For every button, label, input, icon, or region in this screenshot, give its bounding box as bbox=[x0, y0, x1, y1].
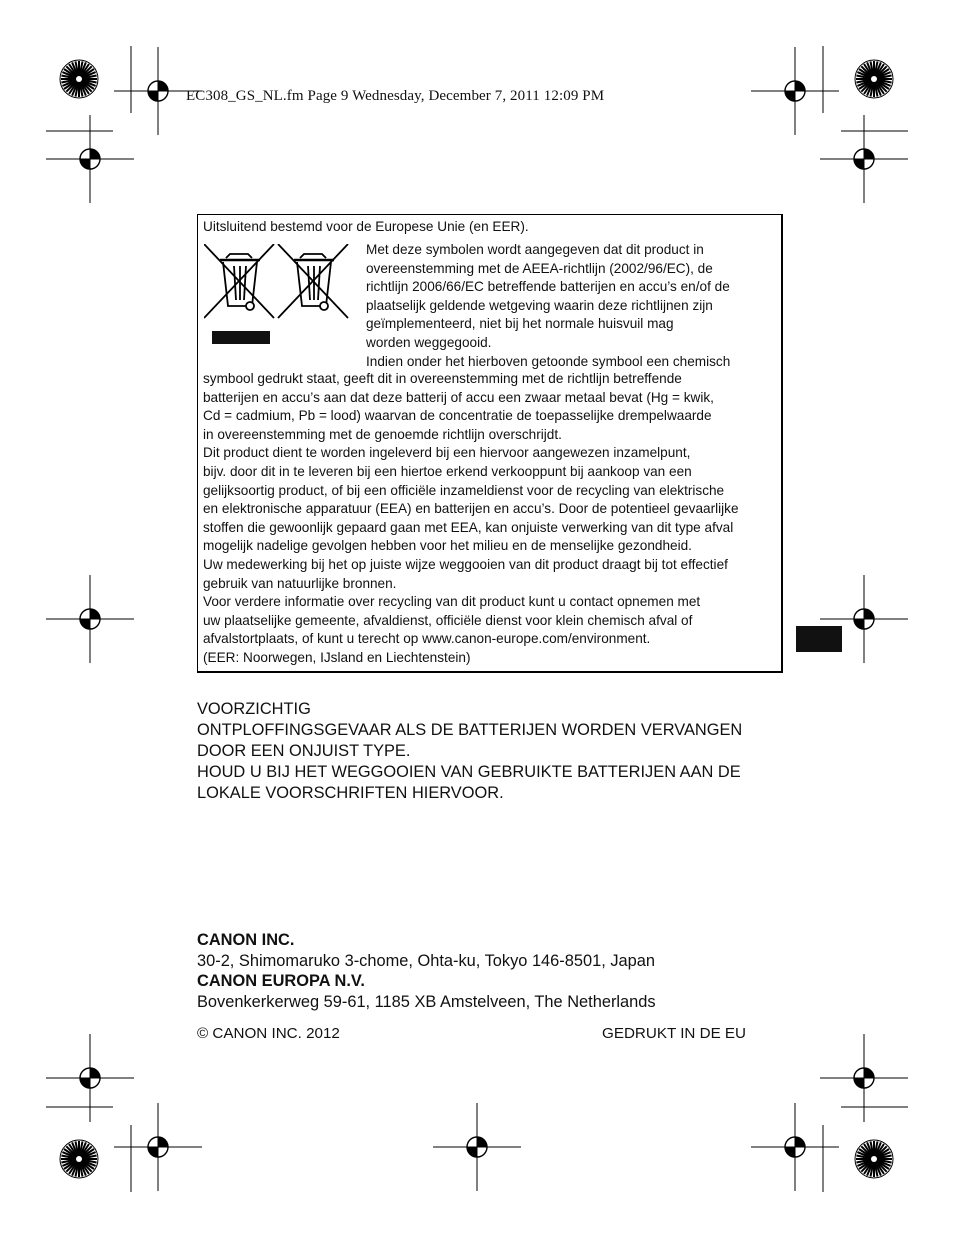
starburst-target-icon bbox=[60, 60, 98, 98]
copyright-notice: © CANON INC. 2012 bbox=[197, 1025, 340, 1042]
registration-crosshair-icon bbox=[751, 1103, 839, 1191]
eu-box-title: Uitsluitend bestemd voor de Europese Unie (en EER). bbox=[203, 219, 529, 234]
registration-crosshair-icon bbox=[114, 1103, 202, 1191]
starburst-target-icon bbox=[855, 60, 893, 98]
starburst-target-icon bbox=[855, 1140, 893, 1178]
battery-warning: VOORZICHTIG ONTPLOFFINGSGEVAAR ALS DE BATTERIJEN WORDEN VERVANGEN DOOR EEN ONJUIST TYPE. HOUD U BIJ HET WEGGOOIEN VAN GEBRUIKTE BATTERIJEN AAN DE LOKALE VOORSCHRIFTEN HIERVOOR. bbox=[197, 700, 743, 802]
eu-disposal-notice-box bbox=[197, 214, 783, 673]
crossed-out-wheelie-bin-icon bbox=[278, 244, 348, 318]
company-address-europe: Bovenkerkerweg 59-61, 1185 XB Amstelveen, The Netherlands bbox=[197, 992, 656, 1011]
registration-crosshair-icon bbox=[46, 1034, 134, 1122]
registration-crosshair-icon bbox=[46, 115, 134, 203]
company-address-japan: 30-2, Shimomaruko 3-chome, Ohta-ku, Tokyo 146-8501, Japan bbox=[197, 951, 655, 970]
registration-crosshair-icon bbox=[46, 575, 134, 663]
company-name-japan: CANON INC. bbox=[197, 931, 295, 949]
registration-crosshair-icon bbox=[820, 1034, 908, 1122]
registration-crosshair-icon bbox=[433, 1103, 521, 1191]
file-info-header: EC308_GS_NL.fm Page 9 Wednesday, December 7, 2011 12:09 PM bbox=[186, 88, 605, 104]
company-name-europe: CANON EUROPA N.V. bbox=[197, 972, 365, 990]
eu-box-intro: Met deze symbolen wordt aangegeven dat dit product in overeenstemming met de AEEA-richtlijn (2002/96/EC), de richtlijn 2006/66/EC betreffende batterijen en accu’s en/of de plaatselijk geldende wetgeving waarin deze richtlijnen zijn geïmplementeerd, niet bij het normale huisvuil mag worden weggegooid. Indien onder het hierboven getoonde symbool een chemisch bbox=[366, 242, 731, 369]
crossed-out-wheelie-bin-icon bbox=[204, 244, 274, 318]
registration-crosshair-icon bbox=[820, 115, 908, 203]
chemical-symbol-bar bbox=[212, 331, 270, 344]
eu-box-body: symbool gedrukt staat, geeft dit in overeenstemming met de richtlijn betreffende batterijen en accu’s aan dat deze batterij of accu een zwaar metaal bevat (Hg = kwik, Cd = cadmium, Pb = lood) waarvan de concentratie de toepasselijke drempelwaarde in overeenstemming met de genoemde richtlijn overschrijdt. Dit product dient te worden ingeleverd bij een hiervoor aangewezen inzamelpunt, bijv. door dit in te leveren bij een hiertoe erkend verkooppunt bij aankoop van een gelijksoortig product, of bij een officiële inzameldienst voor de recycling van elektrische en elektronische apparatuur (EEA) en batterijen en accu’s. Door de potentieel gevaarlijke stoffen die gewoonlijk gepaard gaan met EEA, kan onjuiste verwerking van dit type afval mogelijk nadelige gevolgen hebben voor het milieu en de menselijke gezondheid. Uw medewerking bij het op juiste wijze weggooien van dit product draagt bij tot effectief gebruik van natuurlijke bronnen. Voor verdere informatie over recycling van dit product kunt u contact opnemen met uw plaatselijke gemeente, afvaldienst, officiële dienst voor klein chemisch afval of afvalstortplaats, of kunt u terecht op www.canon-europe.com/environment. (EER: Noorwegen, IJsland en Liechtenstein) bbox=[203, 371, 739, 665]
weee-symbols bbox=[204, 244, 350, 348]
starburst-target-icon bbox=[60, 1140, 98, 1178]
company-info bbox=[197, 930, 797, 1012]
printed-in-notice: GEDRUKT IN DE EU bbox=[602, 1025, 747, 1042]
registration-crosshair-icon bbox=[751, 47, 839, 135]
section-tab bbox=[796, 626, 842, 652]
